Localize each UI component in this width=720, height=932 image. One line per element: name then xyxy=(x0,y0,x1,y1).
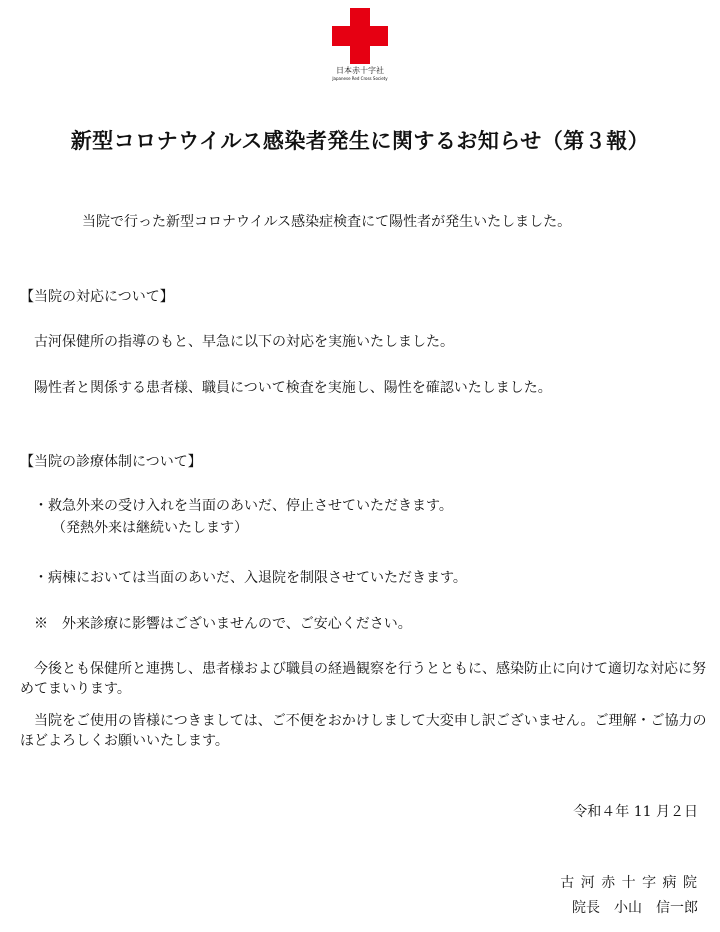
bullet-ward: ・病棟においては当面のあいだ、入退院を制限させていただきます。 xyxy=(34,570,467,586)
intro-text: 当院で行った新型コロナウイルス感染症検査にて陽性者が発生いたしました。 xyxy=(82,214,572,230)
notice-date: 令和４年 11 月２日 xyxy=(573,804,698,820)
bullet-emergency-note: （発熱外来は継続いたします） xyxy=(52,520,248,536)
logo xyxy=(331,8,389,90)
response-line: 陽性者と関係する患者様、職員について検査を実施し、陽性を確認いたしました。 xyxy=(34,380,552,396)
director-name: 院長 小山 信一郎 xyxy=(572,900,698,916)
reassurance-note: ※ 外来診療に影響はございませんので、ご安心ください。 xyxy=(34,616,412,632)
page-title: 新型コロナウイルス感染者発生に関するお知らせ（第３報） xyxy=(70,129,650,153)
red-cross-icon xyxy=(332,8,388,64)
logo-name-en: Japanese Red Cross Society xyxy=(332,76,388,81)
bullet-emergency: ・救急外来の受け入れを当面のあいだ、停止させていただきます。 xyxy=(34,498,453,514)
closing-paragraph: 当院をご使用の皆様につきましては、ご不便をおかけしまして大変申し訳ございません。ご理解・ご協力のほどよろしくお願いいたします。 xyxy=(20,713,707,749)
logo-name-ja: 日本赤十字社 xyxy=(336,66,384,75)
closing-paragraph: 今後とも保健所と連携し、患者様および職員の経過観察を行うとともに、感染防止に向けて適切な対応に努めてまいります。 xyxy=(20,661,706,697)
section-heading-treatment: 【当院の診療体制について】 xyxy=(20,454,202,470)
section-heading-response: 【当院の対応について】 xyxy=(20,289,174,305)
response-line: 古河保健所の指導のもと、早急に以下の対応を実施いたしました。 xyxy=(34,334,454,350)
hospital-name: 古 河 赤 十 字 病 院 xyxy=(560,875,698,891)
